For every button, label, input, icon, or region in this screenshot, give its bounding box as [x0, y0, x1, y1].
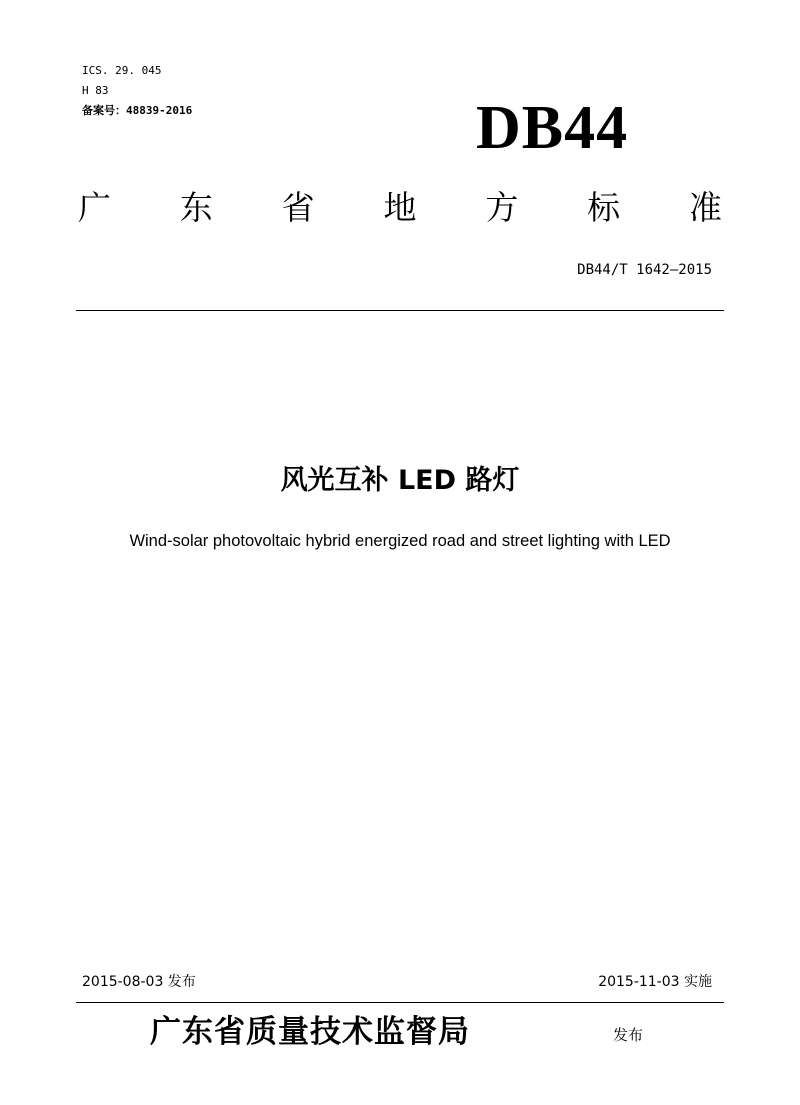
standard-type-char: 东 — [179, 188, 213, 227]
standard-type-char: 准 — [688, 188, 722, 227]
standard-number: DB44/T 1642—2015 — [577, 262, 712, 278]
document-title-english: Wind-solar photovoltaic hybrid energized road and street lighting with LED — [129, 532, 671, 550]
bottom-divider — [76, 1002, 724, 1003]
standard-type-char: 广 — [78, 188, 111, 227]
standard-type-char: 方 — [485, 188, 519, 227]
issuing-authority: 广东省质量技术监督局 — [150, 1014, 470, 1050]
standard-type-char: 省 — [281, 188, 315, 227]
classification-code: H 83 — [82, 84, 109, 97]
issue-date: 2015-08-03 发布 — [82, 974, 196, 990]
ics-code: ICS. 29. 045 — [82, 64, 162, 77]
record-number: 备案号：48839-2016 — [82, 104, 193, 117]
standard-type-heading — [78, 186, 722, 230]
standard-type-char: 地 — [383, 188, 417, 227]
standard-type-char: 标 — [587, 188, 621, 227]
implementation-date: 2015-11-03 实施 — [598, 974, 712, 990]
db44-logo: DB44 — [476, 94, 629, 162]
document-title-chinese: 风光互补 LED 路灯 — [280, 465, 520, 496]
issuing-authority-suffix: 发布 — [613, 1026, 644, 1044]
top-divider — [76, 310, 724, 311]
